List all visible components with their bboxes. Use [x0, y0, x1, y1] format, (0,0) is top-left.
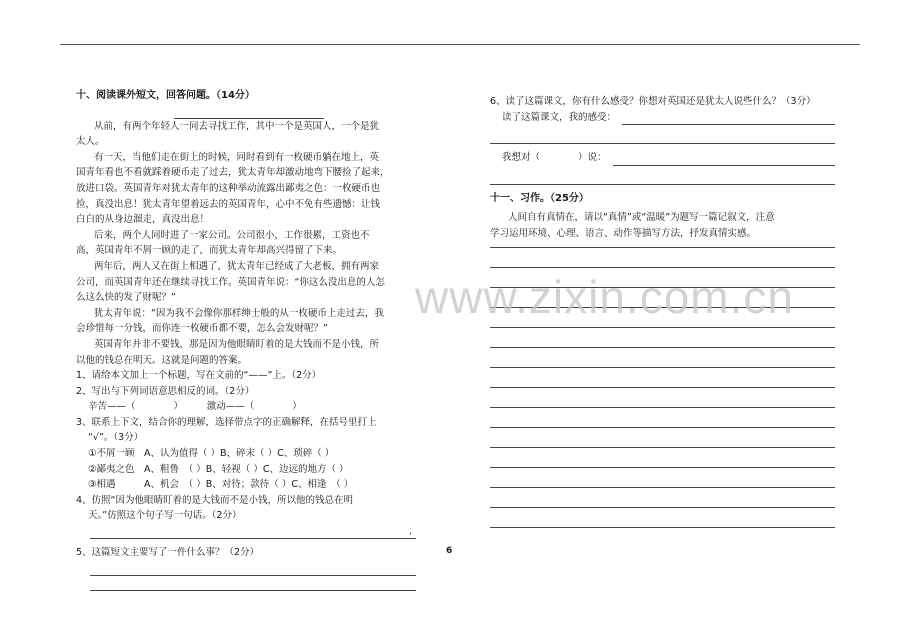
question-3-option-c: ③相遇 A、机会 （ ）B、对待；款待（ ）C、相逢 （ ）	[88, 479, 354, 491]
answer-line	[622, 110, 835, 125]
passage-line: 太人。	[76, 136, 105, 148]
page-number: 6	[446, 546, 453, 556]
passage-line: 有一天，当他们走在街上的时候，同时看到有一枚硬币躺在地上，英	[94, 151, 380, 163]
writing-line	[490, 507, 835, 508]
question-3-option-a: ①不屑一顾 A、认为值得（ ）B、碎末（ ）C、琐碎（ ）	[88, 448, 335, 460]
writing-line	[490, 447, 835, 448]
answer-line	[90, 524, 416, 539]
writing-line	[490, 247, 835, 248]
passage-line: 公司，而英国青年还在继续寻找工作。英国青年说：“你这么没出息的人怎	[76, 276, 385, 288]
writing-line	[490, 327, 835, 328]
writing-line	[490, 267, 835, 268]
question-4-cont: 天。”仿照这个句子写一句话。（2分）	[88, 510, 242, 522]
passage-line: 从前，有两个年轻人一同去寻找工作，其中一个是英国人，一个是犹	[94, 120, 380, 132]
question-2: 2、写出与下列词语意思相反的词。（2分）	[76, 385, 255, 397]
left-column	[76, 88, 416, 591]
passage-line: 高，英国青年不屑一顾的走了，而犹太青年却高兴得留了下来。	[76, 245, 343, 257]
writing-line	[490, 407, 835, 408]
question-3: 3、联系上下文，结合你的理解，选择带点字的正确解释，在括号里打上	[76, 416, 377, 428]
passage-line: 放进口袋。英国青年对犹太青年的这种举动流露出鄙夷之色：一枚硬币也	[76, 182, 381, 194]
section-11-title: 十一、习作。（25分）	[490, 192, 589, 204]
question-3-cont: “√”。（3分）	[88, 432, 144, 444]
answer-line	[490, 170, 835, 185]
writing-line	[490, 387, 835, 388]
writing-prompt-line: 人间自有真情在，请以“真情”或“温暖”为题写一篇记叙文，注意	[508, 212, 775, 224]
writing-line	[490, 487, 835, 488]
question-6-say-label: 我想对（ ）说：	[502, 152, 607, 164]
watermark: www.zixin.com.cn	[415, 271, 794, 323]
writing-line	[490, 427, 835, 428]
section-10-title: 十、阅读课外短文，回答问题。（14分）	[76, 90, 255, 101]
title-answer-blank	[174, 104, 324, 119]
writing-line	[490, 527, 835, 528]
passage-line: 国青年看也不看就踩着硬币走了过去，犹太青年却激动地弯下腰捡了起来，	[76, 167, 390, 179]
question-3-option-b: ②鄙夷之色 A、粗鲁 （ ）B、轻视（ ）C、边远的地方（ ）	[88, 463, 349, 475]
right-column	[490, 94, 835, 242]
answer-line	[90, 561, 416, 576]
passage-line: 犹太青年说：“因为我不会像你那样绅士般的从一枚硬币上走过去，我	[94, 307, 384, 319]
question-6: 6、读了这篇课文，你有什么感受？你想对英国还是犹太人说些什么？（3分）	[490, 96, 816, 107]
question-6-feeling-label: 读了这篇课文，我的感受：	[502, 111, 617, 123]
passage-line: 么这么快的发了财呢？”	[76, 292, 176, 304]
stray-mark: ʼ	[409, 532, 412, 542]
top-rule	[60, 44, 860, 45]
answer-line	[90, 576, 416, 591]
answer-line	[490, 129, 835, 144]
question-1: 1、请给本文加上一个标题，写在文前的“——”上。（2分）	[76, 370, 322, 382]
passage-line: 后来，两个人同时进了一家公司。公司很小，工作很累，工资也不	[94, 229, 370, 241]
writing-line	[490, 467, 835, 468]
writing-prompt-line: 学习运用环境、心理、语言、动作等描写方法，抒发真情实感。	[490, 227, 757, 239]
passage-line: 英国青年并非不要钱，那是因为他眼睛盯着的是大钱而不是小钱，所	[94, 338, 380, 350]
passage-line: 捡，真没出息！犹太青年望着远去的英国青年，心中不免有些遗憾：让钱	[76, 198, 381, 210]
question-5: 5、这篇短文主要写了一件什么事？（2分）	[76, 547, 260, 559]
writing-line	[490, 347, 835, 348]
passage-line: 会珍惜每一分钱，而你连一枚硬币都不要，怎么会发财呢？”	[76, 323, 328, 335]
writing-line	[490, 367, 835, 368]
answer-line	[613, 151, 835, 166]
question-2-items: 辛苦——（ ） 激动——（ ）	[88, 401, 302, 413]
passage-line: 白白的从身边溜走，真没出息！	[76, 214, 210, 226]
passage-line: 以他的钱总在明天。这就是问题的答案。	[76, 354, 248, 366]
question-4: 4、仿照“因为他眼睛盯着的是大钱而不是小钱，所以他的钱总在明	[76, 494, 353, 506]
passage-line: 两年后，两人又在街上相遇了，犹太青年已经成了大老板，拥有两家	[94, 260, 380, 272]
